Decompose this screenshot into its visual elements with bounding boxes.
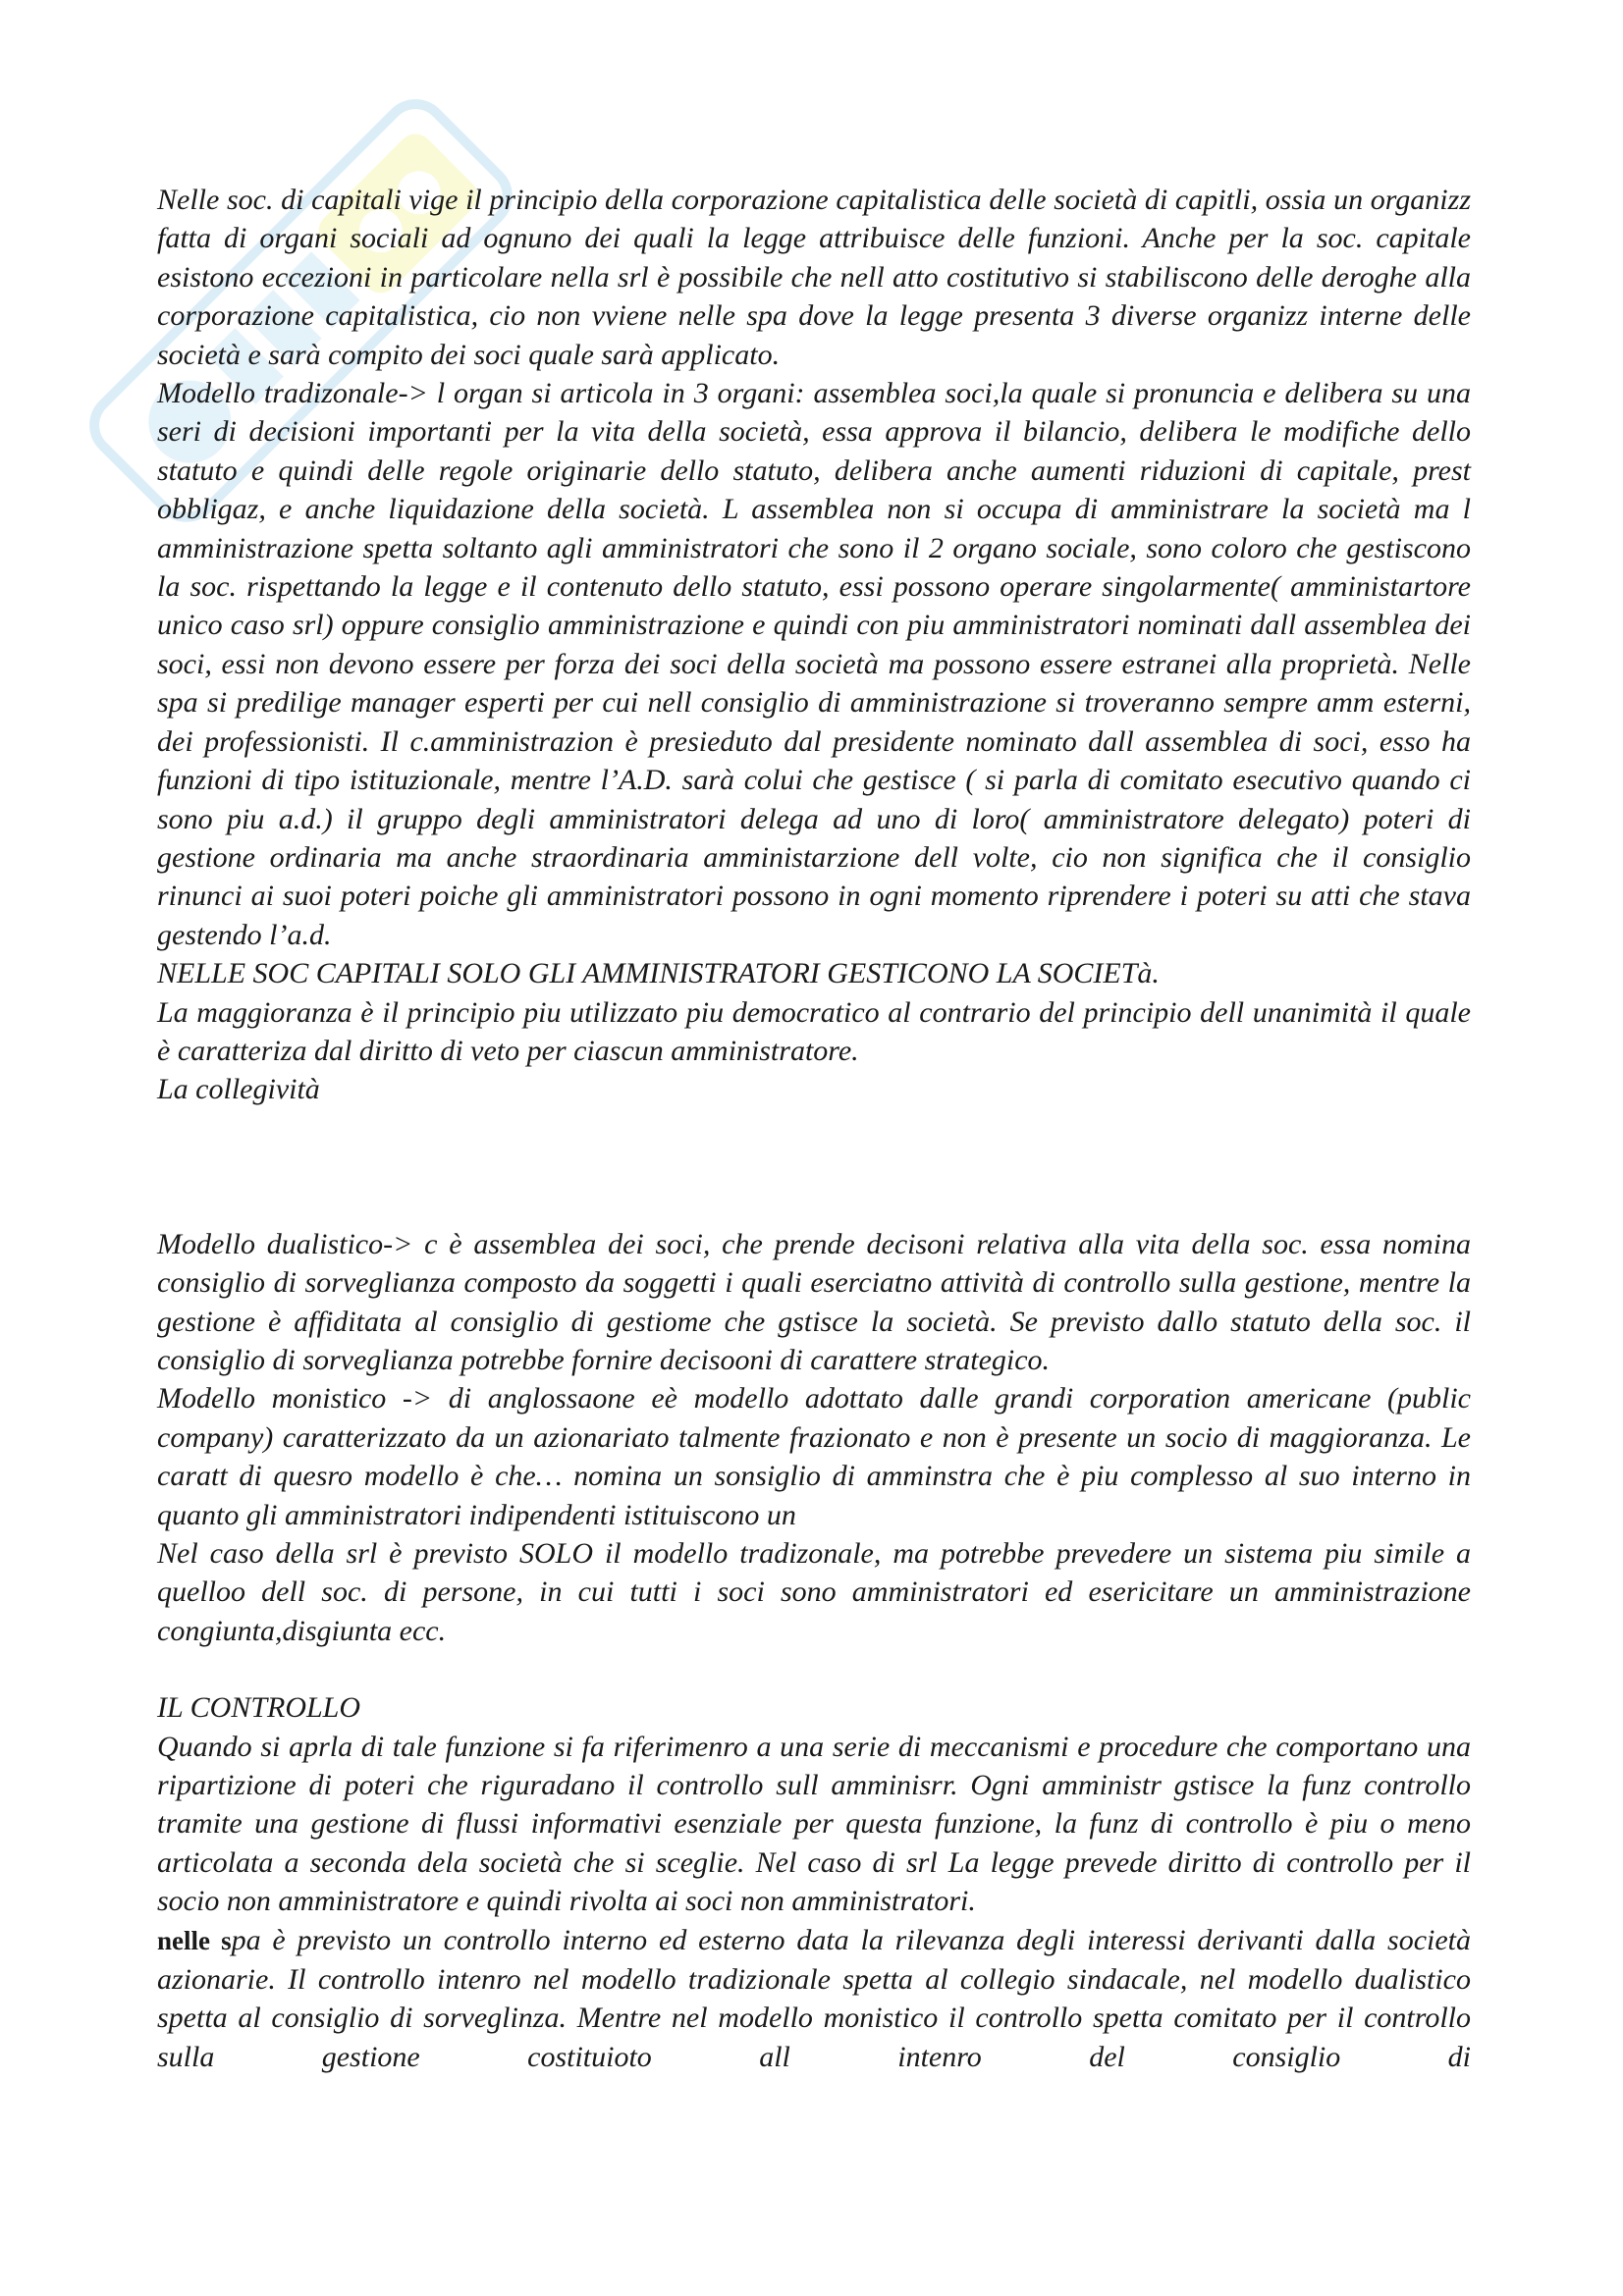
paragraph-modello-dualistico: Modello dualistico-> c è assemblea dei soci, che prende decisoni relativa alla vita della soc. essa nomina consiglio di sorveglianza composto da soggetti i quali eserciatno attività di controllo sulla gestione, mentre la gestione è affiditata al consiglio di gestiome che gstisce la società. Se previsto dallo statuto della soc. il consiglio di sorveglianza potrebbe fornire decisooni di carattere strategico.	[157, 1227, 1471, 1376]
paragraph-spa-text: pa è previsto un controllo interno ed esterno data la rilevanza degli interessi derivanti dalla società azionarie. Il controllo intenro nel modello tradizionale spetta al collegio sindacale, nel modello dualistico spetta al consiglio di sorveglinza. Mentre nel modello monistico il controllo spetta comitato per il controllo sulla gestione costituioto all intenro del consiglio di	[157, 1923, 1471, 2073]
paragraph-lead-word: nelle s	[157, 1925, 232, 1955]
document-body	[157, 181, 1471, 2076]
paragraph-collegivita: La collegività	[157, 1073, 320, 1106]
paragraph-solo-amministratori: NELLE SOC CAPITALI SOLO GLI AMMINISTRATORI GESTICONO LA SOCIETà.	[157, 957, 1160, 990]
paragraph-modello-monistico: Modello monistico -> di anglossaone eè modello adottato dalle grandi corporation americane (public company) caratterizzato da un azionariato talmente frazionato e non è presente un socio di maggioranza. Le caratt di quesro modello è che… nomina un sonsiglio di amminstra che è piu complesso al suo interno in quanto gli amministratori indipendenti istituiscono un	[157, 1382, 1471, 1531]
section-heading-controllo: IL CONTROLLO	[157, 1691, 361, 1725]
paragraph-controllo: Quando si aprla di tale funzione si fa riferimenro a una serie di meccanismi e procedure che comportano una ripartizione di poteri che riguradano il controllo sull amminisrr. Ogni amministr gstisce la funz controllo tramite una gestione di flussi informativi esenziale per questa funzione, la funz di controllo è piu o meno articolata a seconda dela società che si sceglie. Nel caso di srl La legge prevede diritto di controllo per il socio non amministratore e quindi rivolta ai soci non amministratori.	[157, 1730, 1471, 1918]
paragraph-controllo-spa	[157, 1921, 1471, 2077]
paragraph-modello-tradizionale: Modello tradizonale-> l organ si articola in 3 organi: assemblea soci,la quale si pronuncia e delibera su una seri di decisioni importanti per la vita della società, essa approva il bilancio, delibera le modifiche dello statuto e quindi delle regole originarie dello statuto, delibera anche aumenti riduzioni di capitale, prest obbligaz, e anche liquidazione della società. L assemblea non si occupa di amministrare la società ma l amministrazione spetta soltanto agli amministratori che sono il 2 organo sociale, sono coloro che gestiscono la soc. rispettando la legge e il contenuto dello statuto, essi possono operare singolarmente( amministartore unico caso srl) oppure consiglio amministrazione e quindi con piu amministratori nominati dall assemblea dei soci, essi non devono essere per forza dei soci della società ma possono essere estranei alla proprietà. Nelle spa si predilige manager esperti per cui nell consiglio di amministrazione si troveranno sempre amm esterni, dei professionisti. Il c.amministrazion è presieduto dal presidente nominato dall assemblea di soci, esso ha funzioni di tipo istituzionale, mentre l’A.D. sarà colui che gestisce ( si parla di comitato esecutivo quando ci sono piu a.d.) il gruppo degli amministratori delega ad uno di loro( amministratore delegato) poteri di gestione ordinaria ma anche straordinaria amministarzione dell volte, cio non significa che il consiglio rinunci ai suoi poteri poiche gli amministratori possono in ogni momento riprendere i poteri su atti che stava gestendo l’a.d.	[157, 377, 1471, 951]
paragraph-srl: Nel caso della srl è previsto SOLO il modello tradizonale, ma potrebbe prevedere un sistema piu simile a quelloo dell soc. di persone, in cui tutti i soci sono amministratori ed esericitare un amministrazione congiunta,disgiunta ecc.	[157, 1537, 1471, 1647]
blank-space	[157, 1650, 1471, 1688]
blank-space	[157, 1109, 1471, 1225]
paragraph-maggioranza: La maggioranza è il principio piu utilizzato piu democratico al contrario del principio dell unanimità il quale è caratteriza dal diritto di veto per ciascun amministratore.	[157, 995, 1471, 1067]
paragraph-intro: Nelle soc. di capitali vige il principio della corporazione capitalistica delle società di capitli, ossia un organizz fatta di organi sociali ad ognuno dei quali la legge attribuisce delle funzioni. Anche per la soc. capitale esistono eccezioni in particolare nella srl è possibile che nell atto costitutivo si stabiliscono delle deroghe alla corporazione capitalistica, cio non vviene nelle spa dove la legge presenta 3 diverse organizz interne delle società e sarà compito dei soci quale sarà applicato.	[157, 184, 1471, 371]
